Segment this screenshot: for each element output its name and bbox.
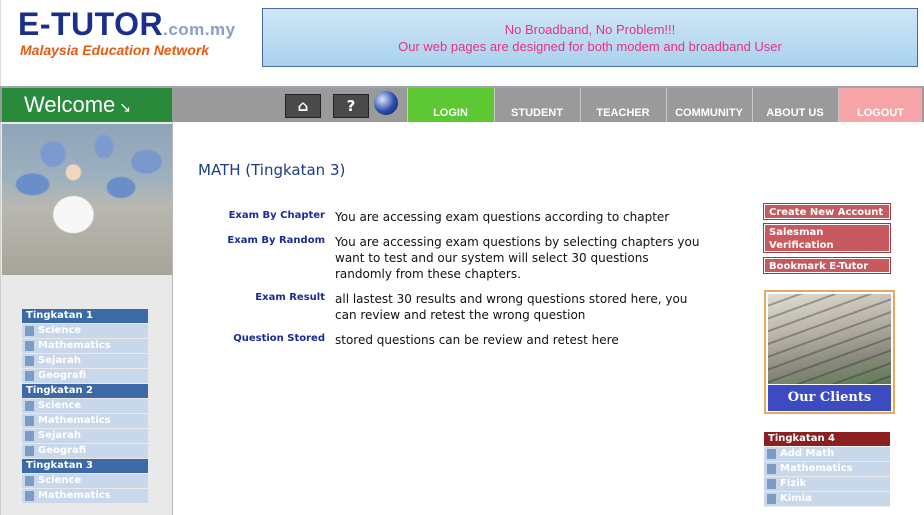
nav-login[interactable]: LOGIN [407, 88, 493, 122]
nav-teacher[interactable]: TEACHER [580, 88, 665, 122]
main-navbar [0, 88, 924, 122]
exam-result-desc: all lastest 30 results and wrong questions stored here, you can review and retest the wrong question [335, 292, 688, 322]
menu-item-science[interactable]: Science [22, 324, 148, 339]
welcome-label: Welcome ↘ [2, 88, 172, 122]
create-account-button[interactable]: Create New Account [764, 204, 890, 219]
building-photo [768, 294, 891, 384]
globe-icon[interactable] [374, 91, 398, 115]
menu-heading-tingkatan-1[interactable]: Tingkatan 1 [22, 309, 148, 324]
salesman-label-line2: Verification [769, 240, 834, 251]
salesman-label-line1: Salesman [769, 227, 824, 238]
our-clients-panel[interactable] [764, 290, 895, 414]
our-clients-button[interactable]: Our Clients [768, 385, 891, 411]
menu-item-geografi[interactable]: Geografi [22, 444, 148, 459]
bookmark-button[interactable]: Bookmark E-Tutor [764, 258, 890, 273]
subject-menu-left [22, 309, 148, 504]
nav-about-us[interactable]: ABOUT US [752, 88, 837, 122]
banner-subline: Our web pages are designed for both modem and broadband User [398, 39, 782, 54]
menu-heading-tingkatan-3[interactable]: Tingkatan 3 [22, 459, 148, 474]
exam-by-chapter-desc: You are accessing exam questions according to chapter [335, 210, 670, 224]
promo-banner [262, 8, 918, 67]
menu-item-science[interactable]: Science [22, 474, 148, 489]
logo-wordmark: E-TUTOR.com.my [18, 6, 236, 42]
exam-by-random-desc: You are accessing exam questions by selecting chapters you want to test and our system will select 30 questions randomly from these chapters. [335, 235, 700, 281]
menu-item-add-math[interactable]: Add Math [764, 447, 890, 462]
students-photo [2, 124, 172, 275]
exam-result-link[interactable]: Exam Result [255, 292, 325, 303]
menu-item-mathematics[interactable]: Mathematics [22, 414, 148, 429]
menu-heading-tingkatan-2[interactable]: Tingkatan 2 [22, 384, 148, 399]
menu-item-fizik[interactable]: Fizik [764, 477, 890, 492]
arrow-down-right-icon: ↘ [119, 99, 132, 115]
site-logo[interactable] [0, 0, 258, 86]
menu-item-mathematics[interactable]: Mathematics [22, 339, 148, 354]
menu-item-science[interactable]: Science [22, 399, 148, 414]
home-icon[interactable]: ⌂ [285, 94, 321, 118]
nav-community[interactable]: COMMUNITY [666, 88, 751, 122]
subject-menu-right [764, 432, 890, 507]
question-stored-link[interactable]: Question Stored [233, 333, 325, 344]
help-icon[interactable]: ? [333, 94, 369, 118]
menu-item-mathematics[interactable]: Mathematics [764, 462, 890, 477]
question-stored-desc: stored questions can be review and retest here [335, 333, 619, 347]
menu-item-mathematics[interactable]: Mathematics [22, 489, 148, 504]
exam-by-random-link[interactable]: Exam By Random [227, 235, 325, 246]
menu-item-kimia[interactable]: Kimia [764, 492, 890, 507]
exam-by-chapter-link[interactable]: Exam By Chapter [228, 210, 325, 221]
menu-item-geografi[interactable]: Geografi [22, 369, 148, 384]
logo-tagline: Malaysia Education Network [20, 42, 210, 58]
menu-item-sejarah[interactable]: Sejarah [22, 429, 148, 444]
menu-item-sejarah[interactable]: Sejarah [22, 354, 148, 369]
salesman-verification-button[interactable] [764, 224, 890, 252]
nav-student[interactable]: STUDENT [494, 88, 579, 122]
menu-heading-tingkatan-4[interactable]: Tingkatan 4 [764, 432, 890, 447]
nav-logout[interactable]: LOGOUT [838, 88, 922, 122]
banner-headline: No Broadband, No Problem!!! [504, 22, 676, 37]
page-title: MATH (Tingkatan 3) [198, 161, 346, 179]
